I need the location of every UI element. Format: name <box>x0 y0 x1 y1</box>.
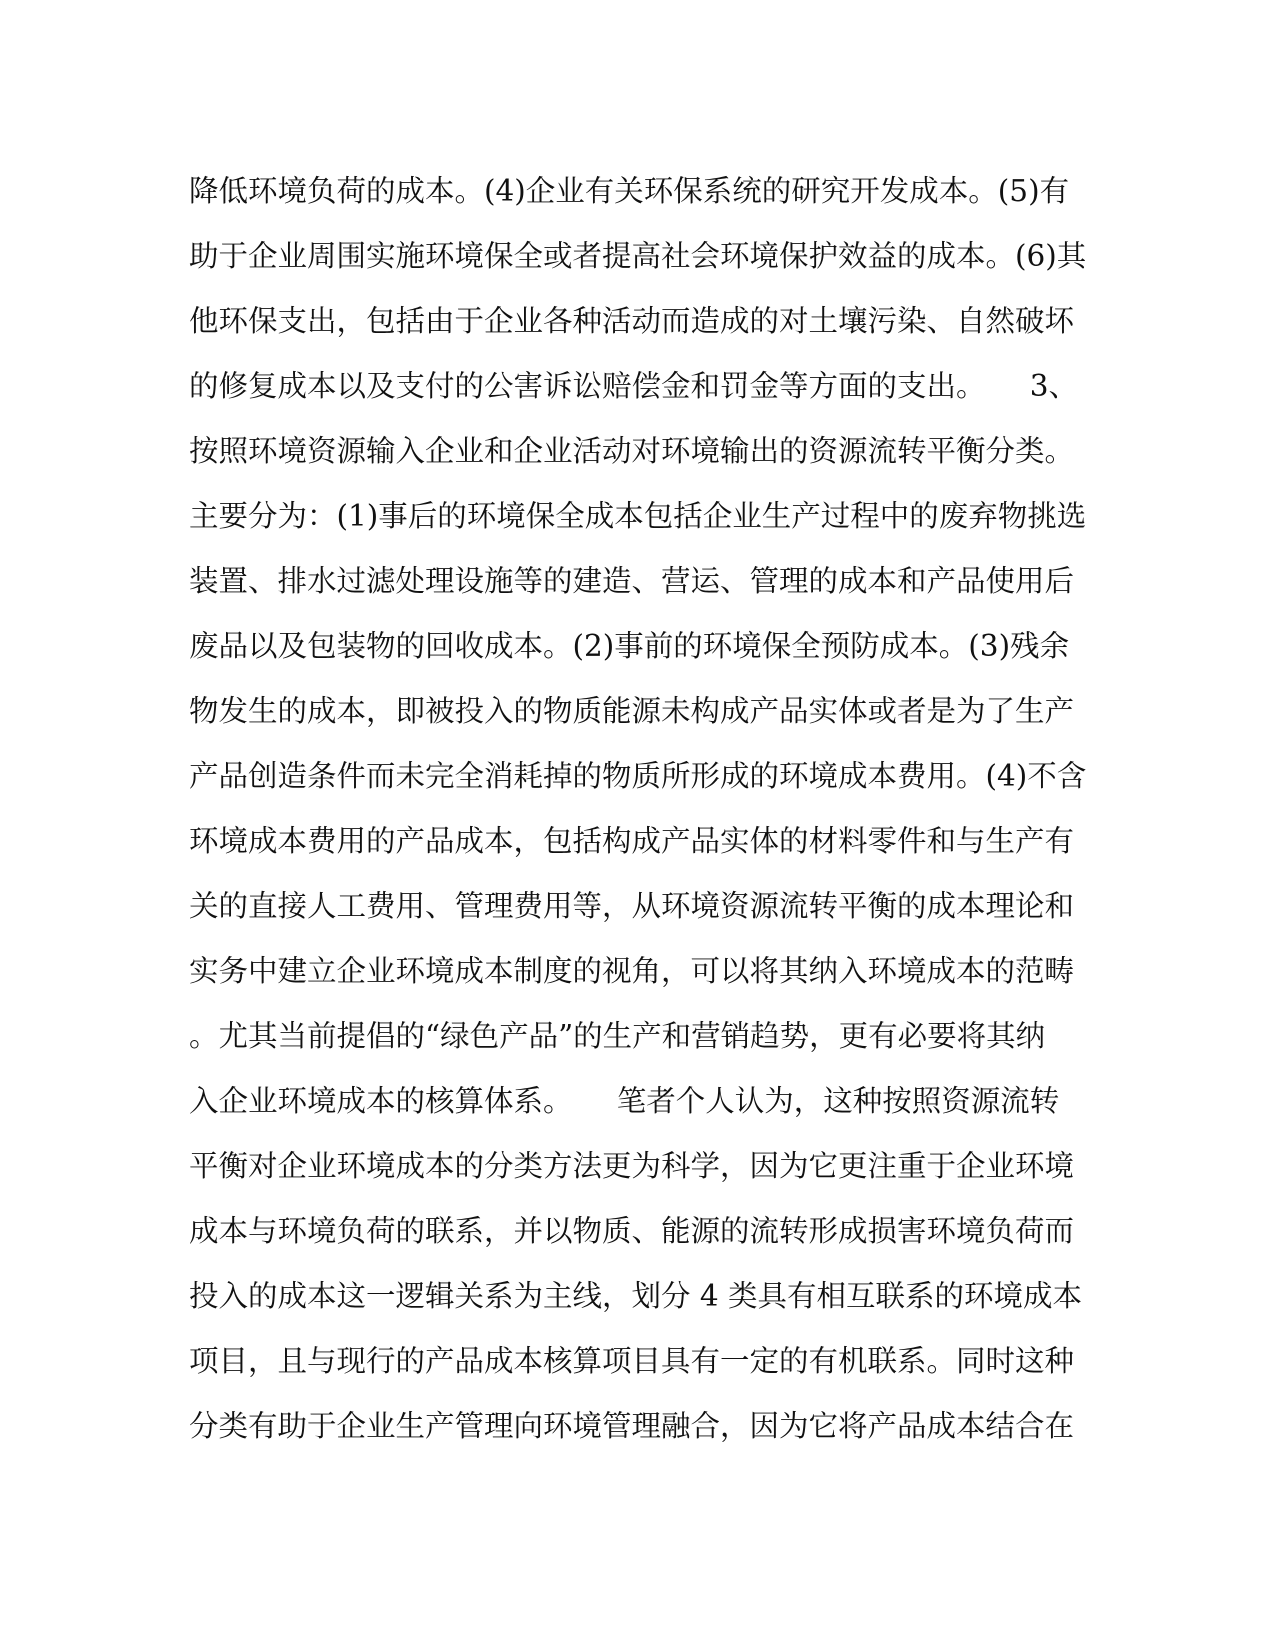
text-line: 投入的成本这一逻辑关系为主线，划分 4 类具有相互联系的环境成本 <box>189 1279 1083 1313</box>
text-line: 主要分为：(1)事后的环境保全成本包括企业生产过程中的废弃物挑选 <box>189 499 1087 533</box>
text-line: 废品以及包装物的回收成本。(2)事前的环境保全预防成本。(3)残余 <box>189 629 1070 663</box>
text-line: 入企业环境成本的核算体系。 笔者个人认为，这种按照资源流转 <box>189 1084 1060 1118</box>
text-line: 平衡对企业环境成本的分类方法更为科学，因为它更注重于企业环境 <box>189 1149 1075 1183</box>
text-line: 。尤其当前提倡的“绿色产品”的生产和营销趋势，更有必要将其纳 <box>189 1019 1046 1053</box>
text-line: 按照环境资源输入企业和企业活动对环境输出的资源流转平衡分类。 <box>189 434 1075 468</box>
text-line: 助于企业周围实施环境保全或者提高社会环境保护效益的成本。(6)其 <box>189 239 1087 273</box>
text-line: 物发生的成本，即被投入的物质能源未构成产品实体或者是为了生产 <box>189 694 1075 728</box>
text-line: 装置、排水过滤处理设施等的建造、营运、管理的成本和产品使用后 <box>189 564 1075 598</box>
text-line: 分类有助于企业生产管理向环境管理融合，因为它将产品成本结合在 <box>189 1409 1075 1443</box>
text-line: 成本与环境负荷的联系，并以物质、能源的流转形成损害环境负荷而 <box>189 1214 1075 1248</box>
text-line: 的修复成本以及支付的公害诉讼赔偿金和罚金等方面的支出。 3、 <box>189 369 1079 403</box>
body-text <box>189 159 1089 1459</box>
text-line: 实务中建立企业环境成本制度的视角，可以将其纳入环境成本的范畴 <box>189 954 1075 988</box>
text-line: 产品创造条件而未完全消耗掉的物质所形成的环境成本费用。(4)不含 <box>189 759 1087 793</box>
text-line: 项目，且与现行的产品成本核算项目具有一定的有机联系。同时这种 <box>189 1344 1075 1378</box>
text-line: 环境成本费用的产品成本，包括构成产品实体的材料零件和与生产有 <box>189 824 1075 858</box>
text-line: 他环保支出，包括由于企业各种活动而造成的对土壤污染、自然破坏 <box>189 304 1075 338</box>
text-line: 关的直接人工费用、管理费用等，从环境资源流转平衡的成本理论和 <box>189 889 1075 923</box>
text-line: 降低环境负荷的成本。(4)企业有关环保系统的研究开发成本。(5)有 <box>189 174 1070 208</box>
